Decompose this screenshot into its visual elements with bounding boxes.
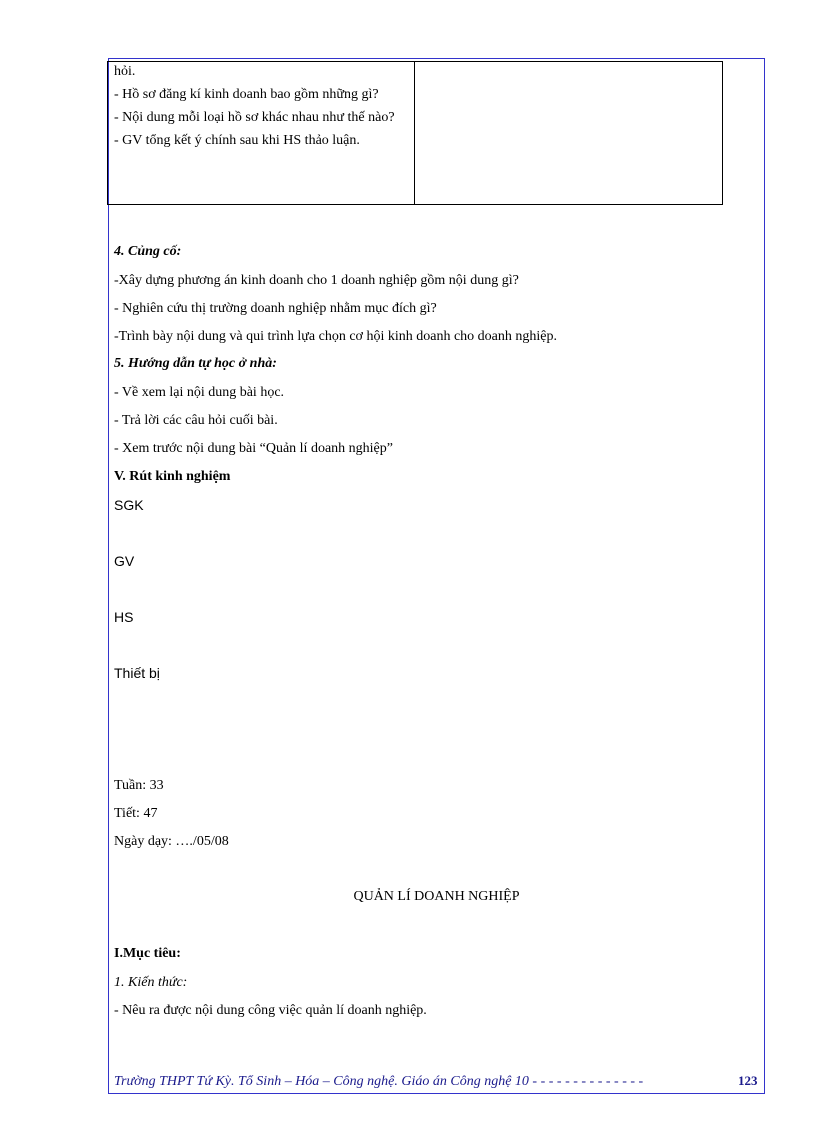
table-line: hỏi.: [114, 64, 136, 79]
table-line: - Nội dung mỗi loại hồ sơ khác nhau như thế nào?: [114, 110, 395, 125]
section5-item: - Xem trước nội dung bài “Quản lí doanh nghiệp”: [114, 441, 393, 456]
table-line: - GV tổng kết ý chính sau khi HS thảo luận.: [114, 133, 360, 148]
table-line: - Hồ sơ đăng kí kinh doanh bao gồm những gì?: [114, 87, 379, 102]
page-border: [108, 58, 765, 1094]
section4-heading: 4. Củng cố:: [114, 244, 182, 259]
table-left-cell: [108, 62, 415, 204]
table-right-cell: [415, 62, 722, 204]
section5-item: - Trả lời các câu hỏi cuối bài.: [114, 413, 278, 428]
activity-table: [107, 61, 723, 205]
objectives-item: - Nêu ra được nội dung công việc quản lí doanh nghiệp.: [114, 1003, 427, 1018]
section4-item: -Xây dựng phương án kinh doanh cho 1 doanh nghiệp gồm nội dung gì?: [114, 273, 519, 288]
review-item-hs: HS: [114, 609, 134, 625]
page-number: 123: [738, 1073, 758, 1088]
section4-item: - Nghiên cứu thị trường doanh nghiệp nhằm mục đích gì?: [114, 301, 437, 316]
review-item-equipment: Thiết bị: [114, 665, 160, 681]
review-item-sgk: SGK: [114, 497, 144, 513]
objectives-heading: I.Mục tiêu:: [114, 946, 181, 961]
objectives-subheading: 1. Kiến thức:: [114, 975, 188, 990]
section4-item: -Trình bày nội dung và qui trình lựa chọn cơ hội kinh doanh cho doanh nghiệp.: [114, 329, 557, 344]
review-item-gv: GV: [114, 553, 135, 569]
lesson-period: Tiết: 47: [114, 806, 158, 821]
page-footer: Trường THPT Tứ Kỳ. Tổ Sinh – Hóa – Công nghệ. Giáo án Công nghệ 10 - - - - - - - - - - - - - -: [114, 1074, 644, 1089]
section5-heading: 5. Hướng dẫn tự học ở nhà:: [114, 356, 277, 371]
section-v-heading: V. Rút kinh nghiệm: [114, 469, 231, 484]
lesson-title: QUẢN LÍ DOANH NGHIỆP: [353, 889, 520, 904]
lesson-date: Ngày dạy: …./05/08: [114, 834, 229, 849]
section5-item: - Về xem lại nội dung bài học.: [114, 385, 285, 400]
lesson-week: Tuần: 33: [114, 778, 164, 793]
